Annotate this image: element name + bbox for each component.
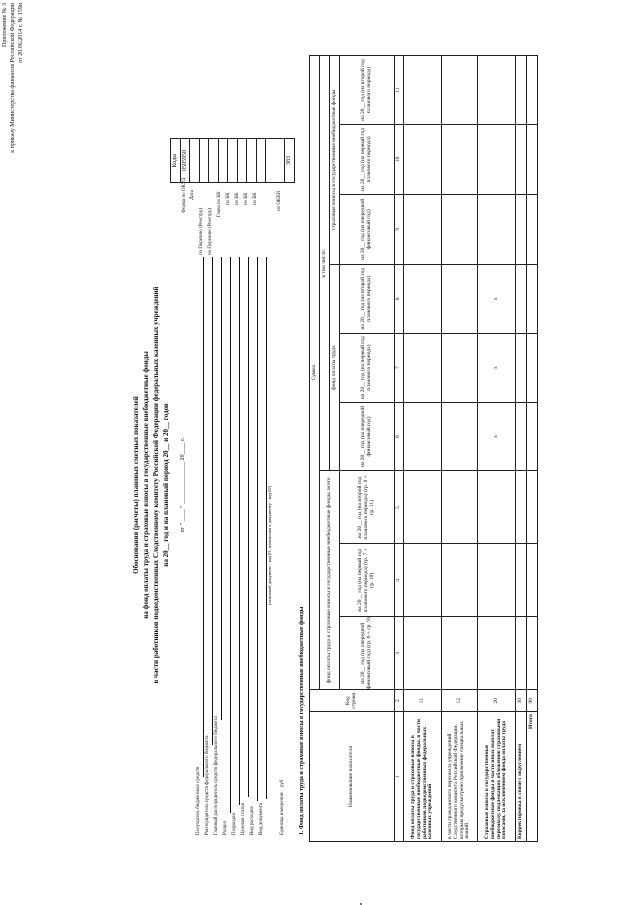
label-expense-type: Вид расходов (250, 806, 255, 835)
total-code: 90 (527, 690, 538, 712)
date-line: от " ____ " ______________ 20____ г. (180, 437, 186, 533)
fill-line (212, 257, 213, 745)
code-cell (256, 139, 266, 183)
bk-label-2: по БК (235, 192, 240, 205)
value-cell[interactable] (404, 194, 442, 264)
value-cell[interactable] (478, 56, 516, 125)
unit-label: Единица измерения: (280, 791, 285, 835)
value-cell[interactable] (404, 264, 442, 333)
bk-label-4: по БК (253, 192, 258, 205)
fill-line (203, 257, 204, 777)
value-cell[interactable] (516, 544, 527, 617)
table-row (442, 56, 478, 842)
value-cell[interactable] (404, 124, 442, 194)
value-cell[interactable] (527, 544, 538, 617)
appendix-block (0, 3, 34, 215)
appendix-title: Приложение № 3 (2, 3, 8, 47)
doc-title-4: на 20__ год и на плановый период 20__ и 20__ годов (162, 403, 170, 567)
appendix-line2: от 20.06.2014 г. № 159н (18, 3, 24, 63)
code-cell (209, 139, 219, 183)
col-number: 2 (395, 690, 404, 712)
value-cell[interactable] (516, 56, 527, 125)
value-cell[interactable] (442, 617, 478, 690)
col-number: 10 (395, 124, 404, 194)
value-cell[interactable] (527, 471, 538, 544)
date-code-label: Дата (190, 190, 195, 200)
value-cell[interactable]: x (478, 333, 516, 402)
row-name: в части гражданского персонала учреждений Следственного комитета Российской Федерации, которым предусмотрено присвоение специальных званий (442, 712, 478, 842)
doc-title-2: на фонд оплаты труда и страховые взносы в государственные внебюджетные фонды (142, 351, 150, 619)
value-cell[interactable] (527, 617, 538, 690)
col-number: 5 (395, 471, 404, 544)
row-code: 20 (478, 690, 516, 712)
label-distributor: Распорядитель средств федерального бюджета (205, 735, 210, 835)
codes-header: Коды (171, 139, 181, 183)
col-head-11: на 20__ год (на второй год планового периода) (340, 56, 395, 125)
table-row (516, 56, 527, 842)
value-cell[interactable] (442, 544, 478, 617)
chapter-bk-label: Глава по БК (217, 191, 222, 217)
fill-line (239, 257, 240, 805)
value-cell[interactable] (442, 402, 478, 471)
code-cell (247, 139, 257, 183)
value-cell[interactable] (527, 264, 538, 333)
col-head-9: на 20__ год (на очередной финансовый год) (340, 194, 395, 264)
value-cell[interactable] (478, 194, 516, 264)
value-cell[interactable] (404, 333, 442, 402)
total-row (527, 56, 538, 842)
okei-code: 383 (285, 139, 295, 183)
code-cell (199, 139, 209, 183)
value-cell[interactable] (516, 402, 527, 471)
appendix-line1: к приказу Министерства финансов Российской Федерации (10, 3, 16, 153)
col-number: 11 (395, 56, 404, 125)
code-cell (228, 139, 238, 183)
col-number: 8 (395, 264, 404, 333)
value-cell[interactable]: x (478, 264, 516, 333)
bk-label-1: по БК (226, 192, 231, 205)
label-target-article: Целевая статья (241, 803, 246, 835)
fill-line (257, 257, 258, 801)
code-cell (237, 139, 247, 183)
value-cell[interactable] (516, 194, 527, 264)
col-head-10: на 20__ год (на первый год планового периода) (340, 124, 395, 194)
col-number: 3 (395, 617, 404, 690)
bk-label-3: по БК (244, 192, 249, 205)
group-total-header: фонд оплаты труда и страховые взносы в государственные внебюджетные фонды, всего (320, 471, 340, 690)
value-cell[interactable] (516, 264, 527, 333)
form-okud-label: Форма по ОКУД (182, 177, 187, 213)
value-cell[interactable] (442, 471, 478, 544)
value-cell[interactable] (527, 333, 538, 402)
col-number: 7 (395, 333, 404, 402)
okei-label: по ОКЕИ (277, 190, 282, 211)
value-cell[interactable]: x (478, 402, 516, 471)
label-recipient: Получатель бюджетных средств (196, 766, 201, 835)
section-title: 1. Фонд оплаты труда и страховые взносы в государственные внебюджетные фонды (299, 606, 305, 835)
value-cell[interactable] (527, 56, 538, 125)
col-head-5: на 20__ год (на второй год планового периода) (гр. 8 + гр. 11) (340, 471, 395, 544)
value-cell[interactable] (442, 264, 478, 333)
table-row (404, 56, 442, 842)
value-cell[interactable] (404, 544, 442, 617)
value-cell[interactable] (527, 194, 538, 264)
value-cell[interactable] (404, 471, 442, 544)
value-cell[interactable] (404, 617, 442, 690)
col-head-4: на 20__ год (на первый год планового периода) (гр. 7 + гр. 10) (340, 544, 395, 617)
okud-code: 0505950 (180, 139, 190, 183)
group-in-header: в том числе: (320, 56, 330, 472)
col-head-7: на 20__ год (на первый год планового периода) (340, 333, 395, 402)
code-cell (190, 139, 200, 183)
label-document-type: Вид документа (259, 802, 264, 835)
code-cell (218, 139, 228, 183)
row-name: Корректировка в связи с округлением (516, 712, 527, 842)
col-number: 4 (395, 544, 404, 617)
fill-line (248, 257, 249, 797)
group-fot-header: фонд оплаты труда (330, 264, 340, 471)
value-cell[interactable] (516, 471, 527, 544)
value-cell[interactable] (442, 333, 478, 402)
value-cell[interactable] (527, 124, 538, 194)
col-number: 6 (395, 402, 404, 471)
col-number: 1 (395, 712, 404, 842)
col-number: 9 (395, 194, 404, 264)
row-code: 12 (442, 690, 478, 712)
value-cell[interactable] (404, 56, 442, 125)
value-cell[interactable] (478, 544, 516, 617)
value-cell[interactable] (478, 124, 516, 194)
value-cell[interactable] (527, 402, 538, 471)
row-code: 11 (404, 690, 442, 712)
value-cell[interactable] (442, 124, 478, 194)
document-type-hint: (основной документ - код 01; изменения к документу - код 02) (267, 485, 272, 605)
value-cell[interactable] (442, 56, 478, 125)
label-main-distributor: Главный распорядитель средств федерального бюджета (214, 716, 219, 835)
doc-title-1: Обоснования (расчеты) плановых сметных показателей (132, 396, 140, 574)
label-section: Раздел (223, 820, 228, 835)
codes-table (170, 138, 295, 183)
registry-label-2: по Перечню (Реестру) (208, 207, 213, 255)
sum-header: Сумма (310, 56, 320, 690)
value-cell[interactable] (516, 617, 527, 690)
fill-line (230, 257, 231, 813)
doc-title-3: в части работников подведомственных Следственному комитету Российской Федерации федеральных казенных учреждений (152, 286, 160, 684)
col-head-6: на 20__ год (на очередной финансовый год) (340, 402, 395, 471)
unit-value: руб (280, 779, 285, 787)
fill-line (221, 257, 222, 720)
value-cell[interactable] (442, 194, 478, 264)
value-cell[interactable] (404, 402, 442, 471)
row-name: Страховые взносы в государственные внебюджетные фонды в части иных выплат персоналу, подлежащих обложению страховыми взносами, за исключением фонда оплаты труда (478, 712, 516, 842)
row-name: Фонд оплаты труда и страховые взносы в государственные внебюджетные фонды, в части работников подведомственных федеральных казенных учреждений (404, 712, 442, 842)
code-header: Код строки (310, 690, 395, 712)
value-cell[interactable] (516, 124, 527, 194)
value-cell[interactable] (478, 471, 516, 544)
label-subsection: Подраздел (232, 812, 237, 835)
table-row (478, 56, 516, 842)
registry-label-1: по Перечню (Реестру) (199, 207, 204, 255)
name-header: Наименование показателя (310, 712, 395, 842)
value-cell[interactable] (516, 333, 527, 402)
main-table (309, 55, 538, 842)
col-head-3: на 20__ год (на очередной финансовый год) (гр. 6 + гр. 9) (340, 617, 395, 690)
row-code: 30 (516, 690, 527, 712)
total-label: Итого (527, 712, 538, 842)
col-head-8: на 20__ год (на второй год планового периода) (340, 264, 395, 333)
group-insurance-header: страховые взносы в государственные внебюджетные фонды (330, 56, 340, 265)
value-cell[interactable] (478, 617, 516, 690)
code-cell (266, 139, 285, 183)
